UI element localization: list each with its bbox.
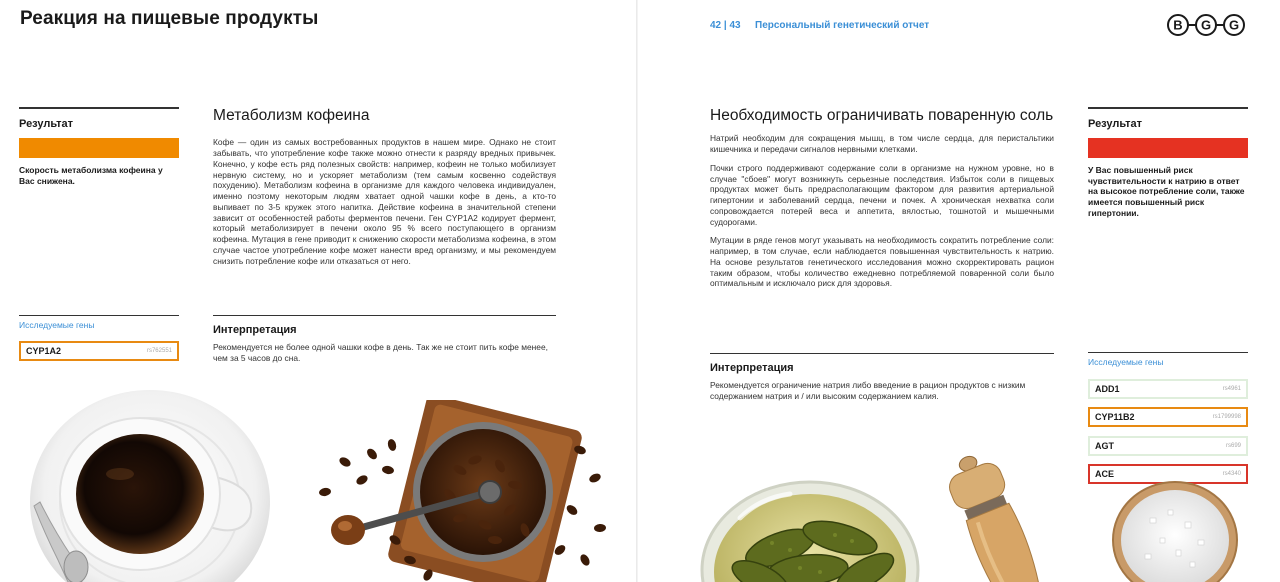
page-title: Реакция на пищевые продукты — [20, 8, 319, 29]
right-page — [638, 0, 1280, 582]
divider — [1088, 352, 1248, 353]
gene-name: CYP1A2 — [26, 346, 62, 356]
result-panel — [19, 107, 179, 186]
genes-panel — [19, 315, 179, 330]
page-numbers: 42 | 43 — [710, 20, 741, 31]
result-color-bar — [19, 138, 179, 158]
result-title: Результат — [19, 118, 74, 130]
logo-letter: B — [1173, 17, 1183, 33]
gene-name: ADD1 — [1095, 384, 1120, 394]
gene-item-agt[interactable] — [1088, 436, 1248, 456]
logo-letter: G — [1200, 17, 1212, 33]
divider — [710, 353, 1054, 354]
genes-panel — [1088, 352, 1248, 367]
salt-article — [710, 106, 1054, 289]
interpretation-section — [213, 315, 556, 364]
interpretation-text: Рекомендуется ограничение натрия либо введение в рацион продуктов с низким содержанием натрия и / или высоким содержанием калия. — [710, 380, 1026, 401]
report-title: Персональный генетический отчет — [755, 20, 930, 31]
coffee-grinder-image — [300, 400, 620, 582]
gene-rs: rs4961 — [1222, 386, 1241, 392]
divider — [19, 315, 179, 316]
gene-item-cyp1a2[interactable] — [19, 341, 179, 361]
result-text: Скорость метаболизма кофеина у Вас снижена. — [19, 165, 163, 186]
gene-rs: rs4340 — [1222, 471, 1241, 477]
article-title: Необходимость ограничивать поваренную соль — [710, 107, 1054, 124]
bgg-logo — [1166, 13, 1246, 37]
result-title: Результат — [1088, 118, 1143, 130]
article-title: Метаболизм кофеина — [213, 107, 370, 124]
coffee-cup-image — [0, 382, 270, 582]
article-paragraph: Почки строго поддерживают содержание соли в организме на нужном уровне, но в случае "сбоев" могут возникнуть серьезные последствия. Избыток соли в пищевых продуктах может быть предрасполагающим фактором для развития артериальной гипертонии и заболеваний сердца, печени и почек. А хроническая нехватка соли сопровождается потерей веса и аппетита, вялостью, тошнотой и мышечными судорогами. — [710, 162, 1054, 227]
gene-name: CYP11B2 — [1095, 412, 1135, 422]
divider — [1088, 107, 1248, 109]
pepper-mill-image — [933, 440, 1073, 582]
gene-item-add1[interactable] — [1088, 379, 1248, 399]
article-paragraph: Мутации в ряде генов могут указывать на необходимость сократить потребление соли: например, в том случае, если наблюдается повышенная чувствительность к натрию. На основе результатов генетического исследования можно скорректировать рацион таким образом, чтобы количество ежедневно потребляемой поваренной соли было оптимальным и исключало риск для здоровья. — [710, 235, 1054, 289]
divider — [19, 107, 179, 109]
gene-rs: rs699 — [1225, 443, 1241, 449]
genes-title: Исследуемые гены — [1088, 357, 1164, 367]
article-paragraph: Натрий необходим для сокращения мышц, в том числе сердца, для перистальтики кишечника и передачи сигналов нервными клетками. — [710, 133, 1054, 155]
gene-rs: rs1799998 — [1212, 414, 1241, 420]
left-page — [0, 0, 636, 582]
caffeine-article — [213, 106, 556, 266]
genes-title: Исследуемые гены — [19, 320, 95, 330]
interpretation-section — [710, 353, 1054, 402]
gene-item-cyp11b2[interactable] — [1088, 407, 1248, 427]
result-panel — [1088, 107, 1248, 218]
gene-rs: rs762551 — [146, 348, 172, 354]
article-paragraph: Кофе — один из самых востребованных продуктов в нашем мире. Однако не стоит забывать, что употребление кофе также можно отнести к разряду вредных привычек. Конечно, у кофе есть ряд полезных свойств: например, кофеин не только мобилизует нервную систему, но и ускоряет метаболизм (тем самым косвенно содействуя похудению). Метаболизм кофеина в организме для каждого человека индивидуален, именно поэтому некоторым людям хватает одной чашки кофе в день, а кто-то выпивает по 3-5 кружек этого напитка. Действие кофеина в значительной степени зависит от особенностей работы ферментов печени. Ген CYP1A2 кодирует фермент, который метаболизирует в печени около 95 % всего поступающего в организм кофеина. Мутация в гене приводит к снижению скорости метаболизма кофеина, в этом случае частое употребление кофе может нанести вред организму, и мы рекомендуем снизить потребление кофе или отказаться от него. — [213, 137, 556, 266]
divider — [213, 315, 556, 316]
article-body — [213, 137, 556, 266]
gene-name: ACE — [1095, 469, 1115, 479]
interpretation-title: Интерпретация — [213, 324, 297, 336]
logo-letter: G — [1228, 17, 1240, 33]
salt-bowl-image — [1110, 478, 1240, 582]
pickles-jar-image — [700, 478, 920, 582]
result-color-bar — [1088, 138, 1248, 158]
interpretation-text: Рекомендуется не более одной чашки кофе в день. Так же не стоит пить кофе менее, чем за 5 часов до сна. — [213, 342, 548, 363]
interpretation-title: Интерпретация — [710, 362, 794, 374]
article-body — [710, 133, 1054, 289]
gene-name: AGT — [1095, 441, 1114, 451]
result-text: У Вас повышенный риск чувствительности к натрию в ответ на высокое потребление соли, также имеется повышенный риск гипертонии. — [1088, 165, 1245, 218]
